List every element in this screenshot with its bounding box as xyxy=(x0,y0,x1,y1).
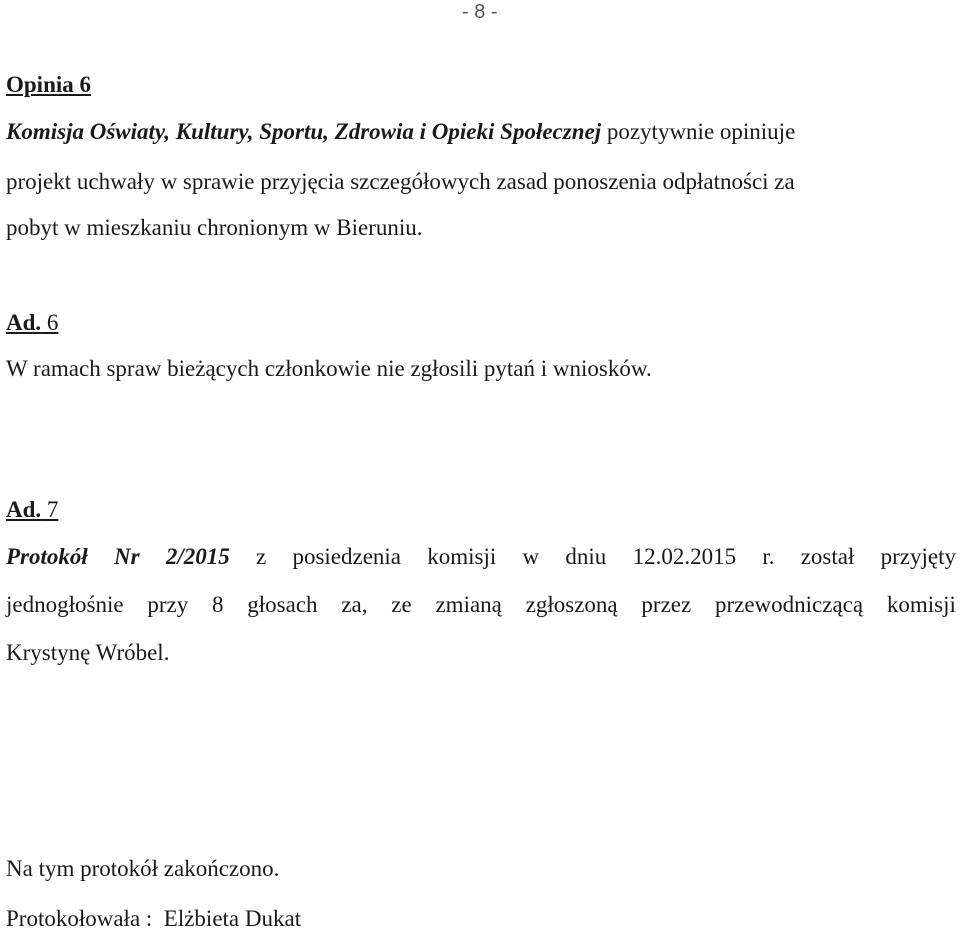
ad7-word: z xyxy=(255,544,267,569)
closing-recorder: Protokołowała : Elżbieta Dukat xyxy=(6,906,302,931)
ad7-word: komisji xyxy=(427,544,497,569)
opinion-line-1-rest: pozytywnie opiniuje xyxy=(601,119,796,144)
ad7-protocol-number-text: 2/2015 xyxy=(165,544,230,569)
page-number: - 8 - xyxy=(462,1,498,23)
ad6-heading-prefix: Ad. xyxy=(6,310,42,335)
ad7-word: 12.02.2015 xyxy=(632,544,737,569)
ad7-word: za, xyxy=(341,592,368,617)
ad7-word: komisji xyxy=(886,592,956,617)
ad7-word: przez xyxy=(641,592,692,617)
ad7-word: przewodniczącą xyxy=(714,592,864,617)
ad7-heading xyxy=(6,497,58,523)
ad6-heading xyxy=(6,310,58,336)
ad6-text: W ramach spraw bieżących członkowie nie zgłosili pytań i wniosków. xyxy=(6,356,652,381)
ad7-word: Protokół xyxy=(6,544,88,569)
committee-name: Komisja Oświaty, Kultury, Sportu, Zdrowia i Opieki Społecznej xyxy=(6,119,602,144)
ad6-heading-number: 6 xyxy=(41,310,59,335)
ad7-word: r. xyxy=(762,544,775,569)
ad7-word: zmianą xyxy=(435,592,502,617)
ad7-word: w xyxy=(522,544,540,569)
opinion-line-1 xyxy=(6,119,795,145)
ad7-word: głosach xyxy=(247,592,318,617)
ad7-heading-prefix: Ad. xyxy=(6,497,42,522)
ad7-word: posiedzenia xyxy=(292,544,402,569)
opinion-title: Opinia 6 xyxy=(6,72,92,97)
ad7-word: przyjęty xyxy=(880,544,956,569)
closing-ended: Na tym protokół zakończono. xyxy=(6,856,280,881)
ad7-word: 8 xyxy=(211,592,224,617)
ad7-word: Nr xyxy=(114,544,140,569)
ad7-word: ze xyxy=(391,592,412,617)
ad7-word: zgłoszoną xyxy=(525,592,618,617)
ad7-word: jednogłośnie xyxy=(6,592,124,617)
ad7-word: został xyxy=(800,544,855,569)
opinion-line-2: projekt uchwały w sprawie przyjęcia szczegółowych zasad ponoszenia odpłatności za xyxy=(6,169,795,194)
ad7-word: dniu xyxy=(565,544,607,569)
ad7-heading-number: 7 xyxy=(41,497,59,522)
ad7-line-2 xyxy=(6,592,956,618)
opinion-line-3: pobyt w mieszkaniu chronionym w Bieruniu. xyxy=(6,215,423,240)
ad7-line-3: Krystynę Wróbel. xyxy=(6,640,170,665)
ad7-protocol-number xyxy=(166,544,230,570)
ad7-line-1 xyxy=(6,544,956,570)
ad7-word: przy xyxy=(147,592,189,617)
